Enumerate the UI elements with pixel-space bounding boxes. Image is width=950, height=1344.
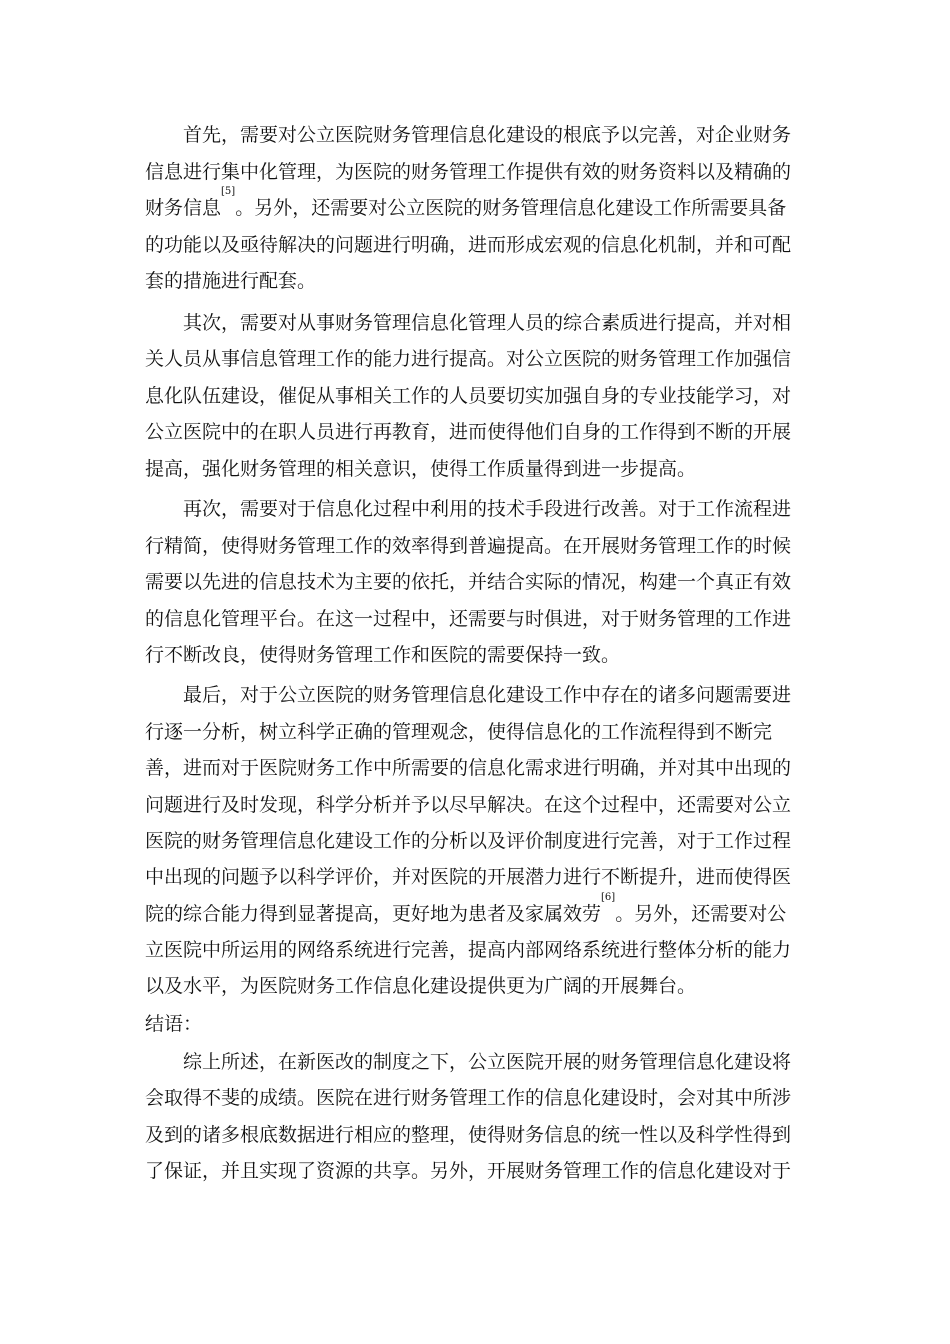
text-line: 行不断改良，使得财务管理工作和医院的需要保持一致。 <box>145 644 621 666</box>
text-line: 的功能以及亟待解决的问题进行明确，进而形成宏观的信息化机制，并和可配 <box>145 234 792 256</box>
text-line: 行精简，使得财务管理工作的效率得到普遍提高。在开展财务管理工作的时候 <box>145 535 792 557</box>
text-line: 信息进行集中化管理，为医院的财务管理工作提供有效的财务资料以及精确的 <box>145 161 792 183</box>
text-line: 立医院中所运用的网络系统进行完善，提高内部网络系统进行整体分析的能力 <box>145 939 792 961</box>
text-line: 息化队伍建设，催促从事相关工作的人员要切实加强自身的专业技能学习，对 <box>145 385 792 407</box>
text-line: 提高，强化财务管理的相关意识，使得工作质量得到进一步提高。 <box>145 458 697 480</box>
text-line: 其次，需要对从事财务管理信息化管理人员的综合素质进行提高，并对相 <box>183 312 792 334</box>
text-segment: 院的综合能力得到显著提高，更好地为患者及家属效劳 <box>145 903 602 925</box>
citation-marker: [6] <box>601 892 616 903</box>
text-line: 及到的诸多根底数据进行相应的整理，使得财务信息的统一性以及科学性得到 <box>145 1124 792 1146</box>
text-line: 套的措施进行配套。 <box>145 270 317 292</box>
text-line: 行逐一分析，树立科学正确的管理观念，使得信息化的工作流程得到不断完 <box>145 721 773 743</box>
text-line: 了保证，并且实现了资源的共享。另外，开展财务管理工作的信息化建设对于 <box>145 1160 792 1182</box>
text-line-with-citation <box>145 186 787 226</box>
text-line: 首先，需要对公立医院财务管理信息化建设的根底予以完善，对企业财务 <box>183 124 792 146</box>
text-segment: 财务信息 <box>145 197 222 219</box>
conclusion-heading: 结语： <box>145 1013 203 1035</box>
text-line: 会取得不斐的成绩。医院在进行财务管理工作的信息化建设时，会对其中所涉 <box>145 1087 792 1109</box>
text-line: 最后，对于公立医院的财务管理信息化建设工作中存在的诸多问题需要进 <box>183 684 792 706</box>
citation-marker: [5] <box>221 186 236 197</box>
text-line: 关人员从事信息管理工作的能力进行提高。对公立医院的财务管理工作加强信 <box>145 348 792 370</box>
text-line: 问题进行及时发现，科学分析并予以尽早解决。在这个过程中，还需要对公立 <box>145 794 792 816</box>
text-line: 需要以先进的信息技术为主要的依托，并结合实际的情况，构建一个真正有效 <box>145 571 792 593</box>
text-line: 以及水平，为医院财务工作信息化建设提供更为广阔的开展舞台。 <box>145 975 697 997</box>
text-line: 再次，需要对于信息化过程中利用的技术手段进行改善。对于工作流程进 <box>183 498 792 520</box>
text-line: 中出现的问题予以科学评价，并对医院的开展潜力进行不断提升，进而使得医 <box>145 866 792 888</box>
text-line: 善，进而对于医院财务工作中所需要的信息化需求进行明确，并对其中出现的 <box>145 757 792 779</box>
text-line: 医院的财务管理信息化建设工作的分析以及评价制度进行完善，对于工作过程 <box>145 830 792 852</box>
text-line: 公立医院中的在职人员进行再教育，进而使得他们自身的工作得到不断的开展 <box>145 421 792 443</box>
text-line-with-citation <box>145 892 787 932</box>
text-segment: 。另外，还需要对公立医院的财务管理信息化建设工作所需要具备 <box>235 197 787 219</box>
text-segment: 。另外，还需要对公 <box>615 903 787 925</box>
text-line: 的信息化管理平台。在这一过程中，还需要与时俱进，对于财务管理的工作进 <box>145 608 792 630</box>
text-line: 综上所述，在新医改的制度之下，公立医院开展的财务管理信息化建设将 <box>183 1051 792 1073</box>
